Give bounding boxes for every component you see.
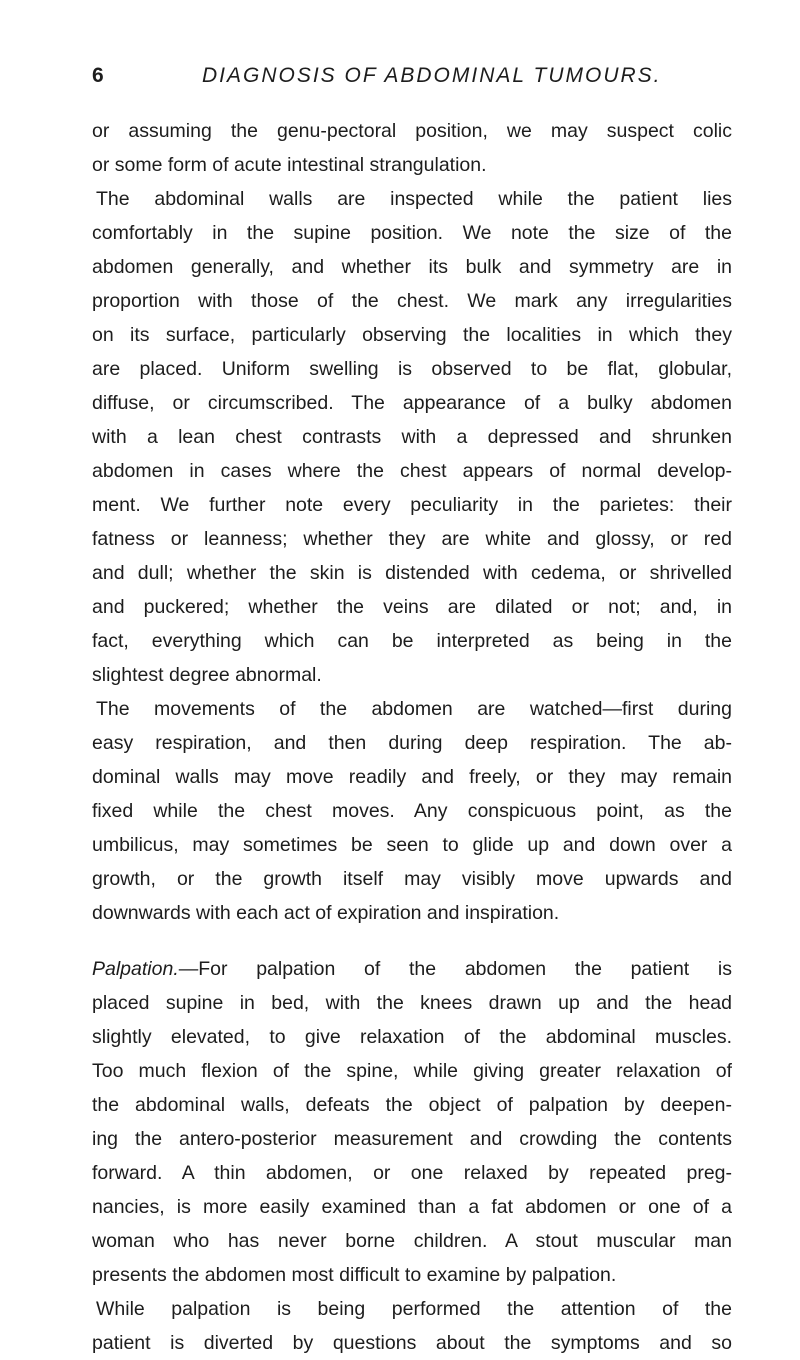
text-line: the abdominal walls, defeats the object of palpation by deepen- [92,1094,732,1116]
text-line: Too much flexion of the spine, while giving greater relaxation of [92,1060,732,1082]
text-line: ment. We further note every peculiarity in the parietes: their [92,494,732,516]
text-line: comfortably in the supine position. We note the size of the [92,222,732,244]
text-line: fact, everything which can be interpreted as being in the [92,630,732,652]
page-number: 6 [92,64,105,87]
text-line: proportion with those of the chest. We mark any irregularities [92,290,732,312]
text-line: or assuming the genu-pectoral position, we may suspect colic [92,120,732,142]
text-line: diffuse, or circumscribed. The appearance of a bulky abdomen [92,392,732,414]
text-run: —For palpation of the abdomen the patient is [178,958,732,980]
text-line: downwards with each act of expiration and inspiration. [92,902,560,924]
text-line: slightly elevated, to give relaxation of the abdominal muscles. [92,1026,732,1048]
text-line: While palpation is being performed the attention of the [96,1298,732,1320]
running-title: DIAGNOSIS OF ABDOMINAL TUMOURS. [202,64,662,87]
text-line: are placed. Uniform swelling is observed to be flat, globular, [92,358,732,380]
text-line: and dull; whether the skin is distended with cedema, or shrivelled [92,562,732,584]
text-line [92,952,732,986]
paragraph-gap [92,930,732,952]
text-line: woman who has never borne children. A stout muscular man [92,1230,732,1252]
text-line: abdomen in cases where the chest appears of normal develop- [92,460,732,482]
body-text [92,114,732,1360]
text-line: dominal walls may move readily and freely, or they may remain [92,766,732,788]
running-head [92,64,732,96]
text-line: on its surface, particularly observing the localities in which they [92,324,732,346]
text-line: fixed while the chest moves. Any conspicuous point, as the [92,800,732,822]
text-line: abdomen generally, and whether its bulk and symmetry are in [92,256,732,278]
text-line: with a lean chest contrasts with a depressed and shrunken [92,426,732,448]
text-line: patient is diverted by questions about the symptoms and so [92,1332,732,1354]
text-line: The abdominal walls are inspected while the patient lies [96,188,732,210]
text-line: placed supine in bed, with the knees drawn up and the head [92,992,732,1014]
text-line: umbilicus, may sometimes be seen to glide up and down over a [92,834,732,856]
text-line: forward. A thin abdomen, or one relaxed by repeated preg- [92,1162,732,1184]
text-line: slightest degree abnormal. [92,664,322,686]
text-line: or some form of acute intestinal strangulation. [92,154,487,176]
text-line: presents the abdomen most difficult to examine by palpation. [92,1264,617,1286]
text-line: nancies, is more easily examined than a fat abdomen or one of a [92,1196,732,1218]
text-line: ing the antero-posterior measurement and crowding the contents [92,1128,732,1150]
text-line: fatness or leanness; whether they are white and glossy, or red [92,528,732,550]
text-line: and puckered; whether the veins are dilated or not; and, in [92,596,732,618]
text-line: The movements of the abdomen are watched—first during [96,698,732,720]
section-heading: Palpation. [92,958,179,980]
text-line: growth, or the growth itself may visibly move upwards and [92,868,732,890]
text-line: easy respiration, and then during deep respiration. The ab- [92,732,732,754]
